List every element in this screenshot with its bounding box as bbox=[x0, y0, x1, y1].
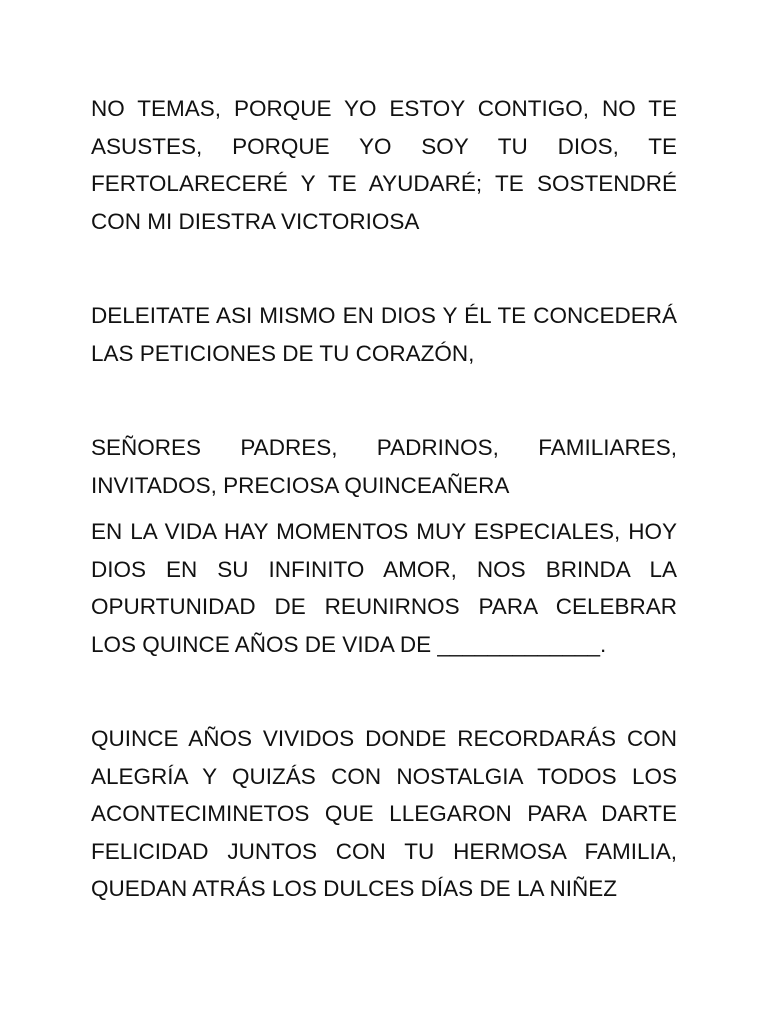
paragraph-scripture-psalm: DELEITATE ASI MISMO EN DIOS Y ÉL TE CONCEDERÁ LAS PETICIONES DE TU CORAZÓN, bbox=[91, 303, 677, 366]
paragraph-introduction: EN LA VIDA HAY MOMENTOS MUY ESPECIALES, HOY DIOS EN SU INFINITO AMOR, NOS BRINDA LA OPURTUNIDAD DE REUNIRNOS PARA CELEBRAR LOS QUINCE AÑOS DE VIDA DE _____________. bbox=[91, 519, 677, 657]
paragraph-scripture-isaiah: NO TEMAS, PORQUE YO ESTOY CONTIGO, NO TE ASUSTES, PORQUE YO SOY TU DIOS, TE FERTOLARECERÉ Y TE AYUDARÉ; TE SOSTENDRÉ CON MI DIESTRA VICTORIOSA bbox=[91, 96, 677, 234]
document-page bbox=[91, 90, 677, 908]
paragraph-fifteen-years: QUINCE AÑOS VIVIDOS DONDE RECORDARÁS CON ALEGRÍA Y QUIZÁS CON NOSTALGIA TODOS LOS ACONTECIMINETOS QUE LLEGARON PARA DARTE FELICIDAD JUNTOS CON TU HERMOSA FAMILIA, QUEDAN ATRÁS LOS DULCES DÍAS DE LA NIÑEZ bbox=[91, 726, 677, 901]
paragraph-greeting: SEÑORES PADRES, PADRINOS, FAMILIARES, INVITADOS, PRECIOSA QUINCEAÑERA bbox=[91, 435, 677, 498]
